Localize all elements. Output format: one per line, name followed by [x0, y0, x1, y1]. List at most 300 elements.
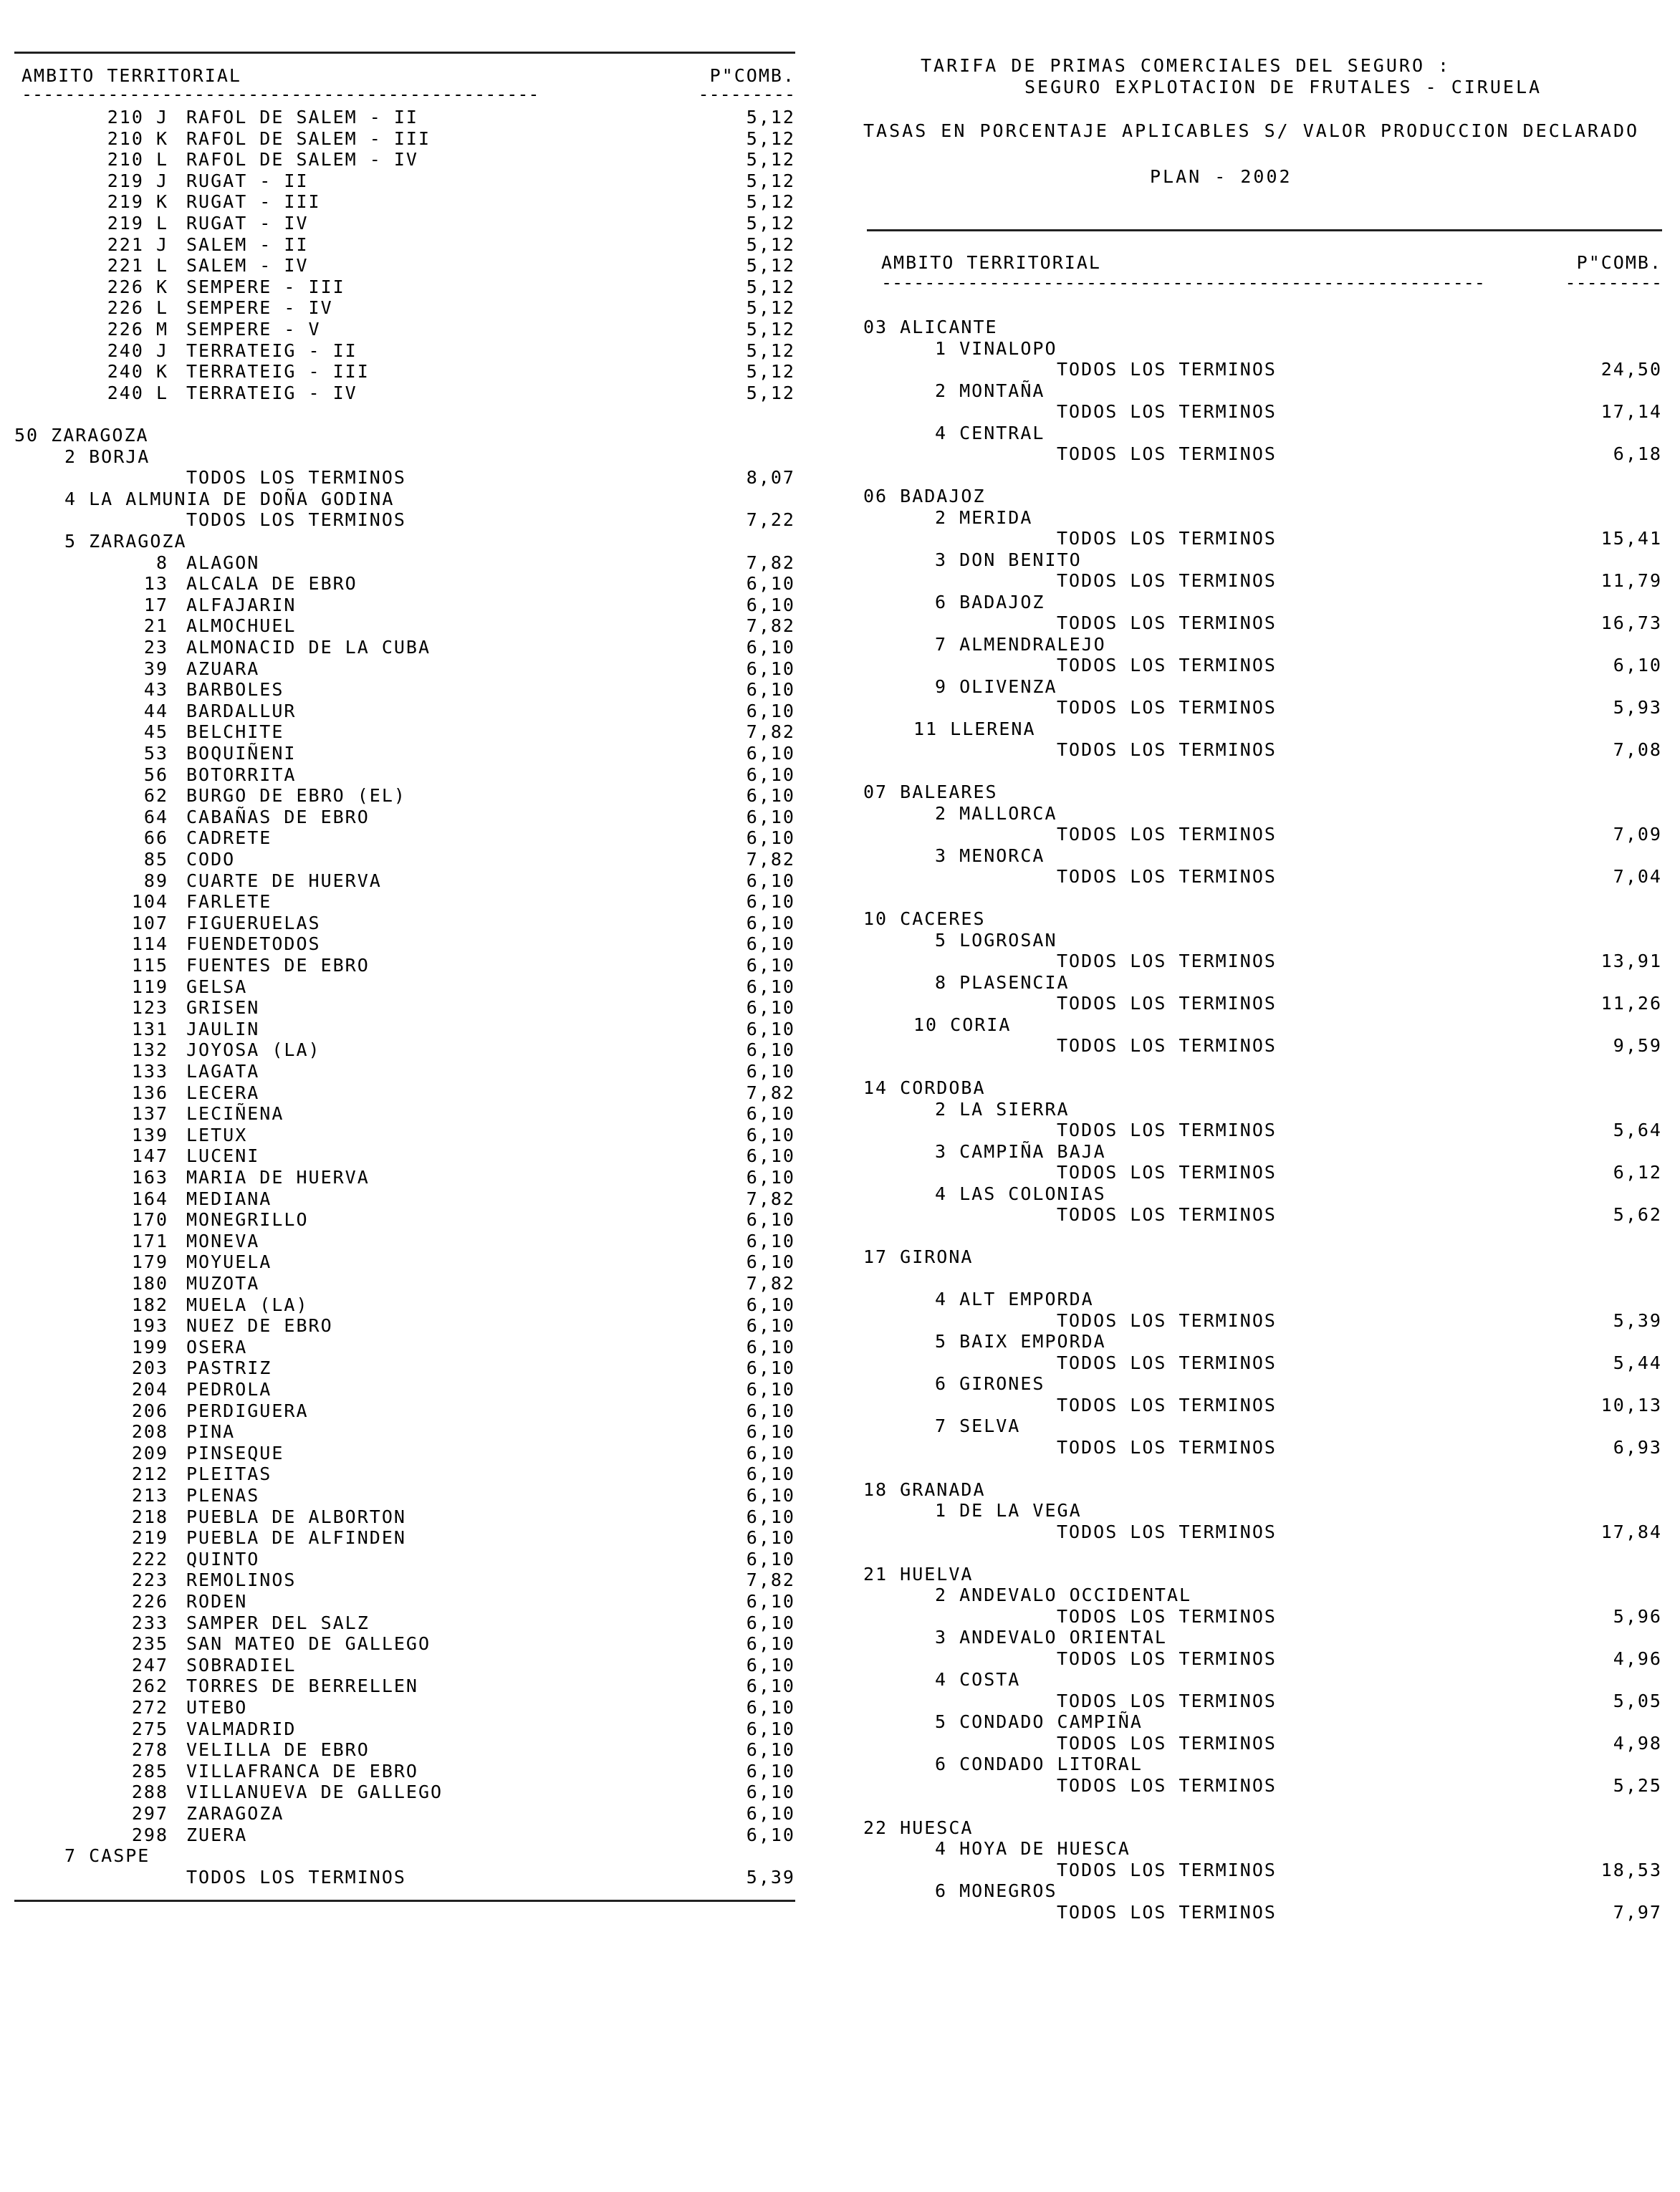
all-terms-row	[863, 1733, 1662, 1754]
comarca-label: 5 CONDADO CAMPIÑA	[935, 1711, 1143, 1732]
premium-value: 6,10	[746, 743, 795, 764]
all-terms-row	[863, 401, 1662, 423]
premium-value: 6,10	[746, 594, 795, 615]
comarca-row	[863, 803, 1662, 825]
premium-header: P"COMB.	[709, 65, 795, 86]
municipality-name: TERRATEIG - IV	[186, 382, 357, 403]
all-terms-label: TODOS LOS TERMINOS	[1057, 1352, 1277, 1373]
municipality-code: 8	[155, 552, 168, 573]
province-label: 50 ZARAGOZA	[14, 425, 149, 446]
comarca-row	[14, 489, 795, 510]
municipality-code: 179	[131, 1251, 168, 1273]
municipality-row	[14, 1591, 795, 1612]
municipality-code: 182	[131, 1294, 168, 1315]
municipality-name: SAMPER DEL SALZ	[186, 1612, 370, 1633]
comarca-row	[863, 592, 1662, 613]
all-terms-row	[863, 359, 1662, 380]
comarca-label: 3 ANDEVALO ORIENTAL	[935, 1627, 1167, 1648]
municipality-name: FUENTES DE EBRO	[186, 955, 370, 976]
comarca-label: 7 CASPE	[64, 1845, 150, 1867]
all-terms-label: TODOS LOS TERMINOS	[1057, 1035, 1277, 1056]
all-terms-label: TODOS LOS TERMINOS	[1057, 1901, 1277, 1923]
province-label: 07 BALEARES	[863, 782, 998, 802]
blank-row	[863, 465, 1662, 486]
municipality-row	[14, 1273, 795, 1294]
municipality-code: 219 K	[107, 191, 168, 213]
comarca-label: 5 ZARAGOZA	[64, 531, 187, 552]
municipality-row	[14, 595, 795, 616]
municipality-row	[14, 1676, 795, 1697]
comarca-row	[863, 845, 1662, 867]
premium-value: 7,09	[1613, 824, 1662, 845]
premium-value: 24,50	[1600, 359, 1662, 380]
municipality-name: RUGAT - IV	[186, 213, 309, 234]
territory-header: AMBITO TERRITORIAL	[21, 65, 241, 86]
municipality-code: 204	[131, 1379, 168, 1400]
municipality-name: LETUX	[186, 1124, 248, 1145]
municipality-row	[14, 1125, 795, 1146]
premium-value: 5,05	[1613, 1690, 1662, 1711]
premium-value: 7,04	[1613, 866, 1662, 887]
premium-value: 5,39	[746, 1866, 795, 1888]
municipality-row	[14, 1739, 795, 1761]
all-terms-row	[863, 993, 1662, 1014]
comarca-row	[863, 380, 1662, 402]
right-territory-header: AMBITO TERRITORIAL	[881, 252, 1101, 273]
municipality-row	[14, 149, 795, 170]
right-premium-underline: ---------	[1565, 272, 1662, 293]
comarca-row	[863, 634, 1662, 655]
municipality-name: ALMONACID DE LA CUBA	[186, 637, 431, 658]
comarca-row	[863, 1014, 1662, 1036]
municipality-row	[14, 933, 795, 955]
municipality-row	[14, 615, 795, 637]
all-terms-row	[14, 1867, 795, 1888]
municipality-name: VALMADRID	[186, 1718, 297, 1739]
rates-line: TASAS EN PORCENTAJE APLICABLES S/ VALOR PRODUCCION DECLARADO	[863, 120, 1640, 141]
municipality-code: 13	[143, 573, 168, 595]
all-terms-row	[863, 1035, 1662, 1057]
municipality-row	[14, 1231, 795, 1252]
premium-value: 6,10	[746, 1061, 795, 1082]
province-row	[863, 1246, 1662, 1268]
premium-value: 6,10	[746, 1018, 795, 1039]
blank-row	[863, 1458, 1662, 1479]
premium-value: 7,82	[746, 552, 795, 573]
municipality-name: RUGAT - III	[186, 191, 321, 213]
province-label: 18 GRANADA	[863, 1479, 986, 1500]
municipality-code: 56	[143, 764, 168, 785]
municipality-row	[14, 573, 795, 595]
municipality-name: PEDROLA	[186, 1379, 272, 1400]
municipality-name: RUGAT - II	[186, 170, 309, 191]
comarca-row	[863, 1289, 1662, 1310]
municipality-code: 119	[131, 976, 168, 997]
municipality-code: 210 J	[107, 107, 168, 128]
municipality-code: 240 J	[107, 340, 168, 361]
municipality-name: BARDALLUR	[186, 700, 297, 721]
municipality-row	[14, 1570, 795, 1591]
all-terms-label: TODOS LOS TERMINOS	[1057, 401, 1277, 422]
premium-value: 6,10	[746, 1336, 795, 1357]
premium-value: 16,73	[1600, 612, 1662, 633]
header-underline	[14, 84, 795, 105]
all-terms-label: TODOS LOS TERMINOS	[186, 467, 406, 489]
municipality-name: RAFOL DE SALEM - IV	[186, 149, 418, 170]
municipality-code: 298	[131, 1824, 168, 1845]
premium-value: 10,13	[1600, 1394, 1662, 1415]
premium-value: 18,53	[1600, 1859, 1662, 1880]
premium-value: 5,12	[746, 234, 795, 255]
municipality-name: PINA	[186, 1421, 236, 1443]
municipality-name: MARIA DE HUERVA	[186, 1167, 370, 1188]
all-terms-row	[863, 1860, 1662, 1881]
municipality-row	[14, 1337, 795, 1358]
all-terms-row	[863, 570, 1662, 592]
all-terms-label: TODOS LOS TERMINOS	[1057, 359, 1277, 380]
municipality-code: 297	[131, 1803, 168, 1824]
municipality-name: RODEN	[186, 1591, 248, 1612]
premium-value: 5,12	[746, 213, 795, 234]
municipality-name: RAFOL DE SALEM - III	[186, 128, 431, 149]
municipality-name: BURGO DE EBRO (EL)	[186, 785, 406, 807]
premium-value: 6,10	[746, 785, 795, 807]
all-terms-label: TODOS LOS TERMINOS	[1057, 1120, 1277, 1140]
premium-value: 6,10	[746, 573, 795, 595]
comarca-label: 5 BAIX EMPORDA	[935, 1331, 1106, 1352]
premium-value: 5,12	[746, 107, 795, 128]
municipality-row	[14, 679, 795, 701]
premium-value: 6,10	[746, 1591, 795, 1612]
premium-value: 6,10	[746, 1782, 795, 1803]
municipality-row	[14, 191, 795, 213]
premium-value: 6,10	[1613, 655, 1662, 676]
municipality-name: BOTORRITA	[186, 764, 297, 785]
premium-value: 5,39	[1613, 1309, 1662, 1331]
comarca-row	[863, 1669, 1662, 1691]
municipality-name: TERRATEIG - III	[186, 361, 370, 383]
municipality-name: VILLANUEVA DE GALLEGO	[186, 1782, 443, 1803]
premium-value: 13,91	[1600, 951, 1662, 971]
all-terms-row	[863, 1902, 1662, 1923]
municipality-code: 136	[131, 1082, 168, 1103]
blank-row	[863, 1796, 1662, 1817]
municipality-name: PASTRIZ	[186, 1357, 272, 1379]
comarca-row	[863, 1373, 1662, 1395]
premium-value: 6,10	[746, 955, 795, 976]
premium-value: 6,10	[746, 1103, 795, 1125]
premium-value: 5,12	[746, 191, 795, 213]
municipality-code: 17	[143, 594, 168, 615]
blank-row	[863, 761, 1662, 782]
premium-value: 6,93	[1613, 1436, 1662, 1458]
all-terms-label: TODOS LOS TERMINOS	[1057, 1162, 1277, 1183]
comarca-row	[863, 930, 1662, 951]
premium-value: 5,12	[746, 297, 795, 319]
municipality-name: ALAGON	[186, 552, 260, 573]
right-header-underline	[863, 272, 1662, 294]
municipality-name: PUEBLA DE ALFINDEN	[186, 1527, 406, 1549]
municipality-code: 193	[131, 1315, 168, 1337]
municipality-code: 203	[131, 1357, 168, 1379]
municipality-code: 107	[131, 912, 168, 933]
municipality-name: FUENDETODOS	[186, 933, 321, 955]
municipality-code: 278	[131, 1739, 168, 1761]
comarca-label: 4 ALT EMPORDA	[935, 1289, 1094, 1309]
all-terms-label: TODOS LOS TERMINOS	[1057, 570, 1277, 591]
premium-value: 5,12	[746, 319, 795, 340]
comarca-row	[863, 1880, 1662, 1902]
municipality-row	[14, 807, 795, 828]
municipality-row	[14, 743, 795, 764]
municipality-name: FARLETE	[186, 891, 272, 913]
premium-value: 17,84	[1600, 1521, 1662, 1542]
all-terms-row	[863, 528, 1662, 549]
municipality-code: 212	[131, 1463, 168, 1485]
blank-row	[14, 403, 795, 425]
municipality-code: 210 L	[107, 149, 168, 170]
municipality-code: 226 L	[107, 297, 168, 319]
province-row	[863, 486, 1662, 507]
municipality-name: AZUARA	[186, 658, 260, 679]
all-terms-row	[863, 1204, 1662, 1226]
premium-value: 6,10	[746, 1527, 795, 1549]
premium-value: 6,10	[746, 1463, 795, 1485]
comarca-label: 4 CENTRAL	[935, 422, 1045, 443]
province-label: 03 ALICANTE	[863, 317, 998, 337]
municipality-code: 288	[131, 1782, 168, 1803]
municipality-name: MUZOTA	[186, 1273, 260, 1294]
municipality-row	[14, 827, 795, 849]
municipality-code: 240 K	[107, 361, 168, 383]
premium-value: 8,07	[746, 467, 795, 489]
municipality-row	[14, 213, 795, 234]
municipality-name: MEDIANA	[186, 1188, 272, 1209]
comarca-label: 2 MONTAÑA	[935, 380, 1045, 401]
title-line-2: SEGURO EXPLOTACION DE FRUTALES - CIRUELA	[1024, 77, 1542, 97]
municipality-code: 171	[131, 1230, 168, 1251]
municipality-name: SEMPERE - IV	[186, 297, 333, 319]
municipality-name: ZARAGOZA	[186, 1803, 284, 1824]
right-column-header-row	[863, 252, 1662, 274]
comarca-label: 4 LAS COLONIAS	[935, 1183, 1106, 1204]
municipality-code: 262	[131, 1676, 168, 1697]
municipality-name: OSERA	[186, 1336, 248, 1357]
comarca-label: 6 BADAJOZ	[935, 591, 1045, 612]
municipality-row	[14, 297, 795, 319]
all-terms-row	[863, 1775, 1662, 1797]
municipality-row	[14, 764, 795, 786]
municipality-code: 53	[143, 743, 168, 764]
municipality-row	[14, 1825, 795, 1846]
comarca-row	[863, 1500, 1662, 1522]
premium-value: 6,18	[1613, 443, 1662, 464]
premium-value: 5,44	[1613, 1352, 1662, 1373]
municipality-name: CUARTE DE HUERVA	[186, 870, 382, 891]
premium-value: 6,10	[746, 1442, 795, 1463]
municipality-row	[14, 1697, 795, 1718]
premium-value: 7,82	[746, 1188, 795, 1209]
all-terms-label: TODOS LOS TERMINOS	[1057, 739, 1277, 760]
municipality-row	[14, 1019, 795, 1040]
municipality-row	[14, 170, 795, 192]
municipality-row	[14, 552, 795, 574]
all-terms-label: TODOS LOS TERMINOS	[1057, 443, 1277, 464]
municipality-row	[14, 340, 795, 362]
all-terms-row	[863, 1395, 1662, 1416]
municipality-code: 114	[131, 933, 168, 955]
municipality-name: GRISEN	[186, 997, 260, 1019]
all-terms-row	[863, 1310, 1662, 1332]
municipality-row	[14, 1103, 795, 1125]
municipality-code: 164	[131, 1188, 168, 1209]
municipality-name: CADRETE	[186, 827, 272, 849]
municipality-row	[14, 1082, 795, 1104]
premium-value: 7,82	[746, 1273, 795, 1294]
all-terms-row	[863, 951, 1662, 972]
municipality-row	[14, 1655, 795, 1676]
premium-value: 6,10	[746, 1803, 795, 1824]
all-terms-label: TODOS LOS TERMINOS	[1057, 1436, 1277, 1458]
municipality-name: REMOLINOS	[186, 1570, 297, 1591]
blank-row	[863, 888, 1662, 909]
municipality-row	[14, 1761, 795, 1782]
municipality-row	[14, 128, 795, 150]
comarca-label: 4 COSTA	[935, 1669, 1021, 1690]
comarca-label: 9 OLIVENZA	[935, 676, 1057, 697]
municipality-code: 133	[131, 1061, 168, 1082]
municipality-row	[14, 721, 795, 743]
province-label: 14 CORDOBA	[863, 1077, 986, 1098]
municipality-row	[14, 255, 795, 277]
premium-value: 6,10	[746, 764, 795, 785]
municipality-code: 115	[131, 955, 168, 976]
premium-value: 6,10	[746, 1039, 795, 1061]
municipality-row	[14, 361, 795, 383]
municipality-name: NUEZ DE EBRO	[186, 1315, 333, 1337]
blank-row	[863, 1268, 1662, 1289]
all-terms-row	[863, 1162, 1662, 1183]
premium-value: 5,12	[746, 382, 795, 403]
premium-value: 6,10	[746, 700, 795, 721]
comarca-row	[863, 972, 1662, 994]
premium-value: 15,41	[1600, 528, 1662, 549]
premium-value: 5,12	[746, 276, 795, 297]
municipality-row	[14, 785, 795, 807]
municipality-row	[14, 913, 795, 934]
municipality-code: 222	[131, 1548, 168, 1570]
municipality-code: 139	[131, 1124, 168, 1145]
premium-value: 6,10	[746, 1294, 795, 1315]
all-terms-row	[14, 509, 795, 531]
municipality-row	[14, 1421, 795, 1443]
comarca-label: 1 DE LA VEGA	[935, 1500, 1082, 1521]
premium-value: 7,82	[746, 1082, 795, 1103]
province-row	[863, 317, 1662, 338]
comarca-row	[14, 446, 795, 468]
right-premium-header: P"COMB.	[1576, 252, 1662, 273]
municipality-row	[14, 277, 795, 298]
municipality-name: UTEBO	[186, 1697, 248, 1718]
premium-value: 6,10	[746, 1548, 795, 1570]
municipality-row	[14, 319, 795, 340]
premium-value: 5,12	[746, 255, 795, 277]
municipality-code: 226 K	[107, 276, 168, 297]
municipality-code: 247	[131, 1654, 168, 1676]
municipality-name: PUEBLA DE ALBORTON	[186, 1506, 406, 1527]
comarca-label: 2 LA SIERRA	[935, 1098, 1070, 1120]
comarca-label: 3 CAMPIÑA BAJA	[935, 1140, 1106, 1162]
province-row	[863, 1077, 1662, 1099]
comarca-label: 8 PLASENCIA	[935, 971, 1070, 993]
municipality-name: ALMOCHUEL	[186, 615, 297, 637]
municipality-row	[14, 1357, 795, 1379]
comarca-row	[863, 549, 1662, 571]
municipality-name: SAN MATEO DE GALLEGO	[186, 1633, 431, 1655]
all-terms-row	[863, 1437, 1662, 1458]
premium-value: 6,10	[746, 1739, 795, 1761]
premium-value: 6,10	[746, 1230, 795, 1251]
premium-value: 6,10	[746, 1251, 795, 1273]
comarca-row	[863, 1099, 1662, 1120]
all-terms-label: TODOS LOS TERMINOS	[1057, 1309, 1277, 1331]
municipality-name: JOYOSA (LA)	[186, 1039, 321, 1061]
premium-value: 7,82	[746, 615, 795, 637]
all-terms-row	[863, 612, 1662, 634]
premium-value: 7,22	[746, 509, 795, 531]
all-terms-row	[863, 1606, 1662, 1628]
municipality-row	[14, 955, 795, 976]
title-line-1: TARIFA DE PRIMAS COMERCIALES DEL SEGURO :	[921, 55, 1451, 76]
municipality-name: LAGATA	[186, 1061, 260, 1082]
blank-row	[863, 1226, 1662, 1247]
municipality-name: SALEM - IV	[186, 255, 309, 277]
municipality-code: 147	[131, 1145, 168, 1167]
all-terms-label: TODOS LOS TERMINOS	[1057, 1204, 1277, 1225]
municipality-row	[14, 891, 795, 913]
all-terms-label: TODOS LOS TERMINOS	[1057, 612, 1277, 633]
province-label: 06 BADAJOZ	[863, 486, 986, 506]
municipality-row	[14, 1506, 795, 1528]
municipality-code: 44	[143, 700, 168, 721]
municipality-code: 45	[143, 721, 168, 743]
municipality-code: 226	[131, 1591, 168, 1612]
comarca-row	[863, 507, 1662, 529]
premium-value: 17,14	[1600, 401, 1662, 422]
municipality-row	[14, 1188, 795, 1210]
municipality-row	[14, 234, 795, 256]
municipality-row	[14, 1633, 795, 1655]
municipality-row	[14, 1782, 795, 1803]
municipality-code: 89	[143, 870, 168, 891]
premium-value: 5,12	[746, 170, 795, 191]
municipality-row	[14, 1315, 795, 1337]
municipality-row	[14, 637, 795, 658]
premium-value: 5,64	[1613, 1120, 1662, 1140]
municipality-row	[14, 1549, 795, 1570]
premium-value: 6,10	[746, 1315, 795, 1337]
municipality-code: 131	[131, 1018, 168, 1039]
all-terms-row	[863, 1522, 1662, 1543]
comarca-row	[863, 338, 1662, 360]
municipality-name: QUINTO	[186, 1548, 260, 1570]
premium-value: 4,96	[1613, 1648, 1662, 1669]
municipality-code: 180	[131, 1273, 168, 1294]
municipality-name: CODO	[186, 849, 236, 870]
municipality-code: 104	[131, 891, 168, 913]
municipality-code: 233	[131, 1612, 168, 1633]
blank-row	[863, 1057, 1662, 1078]
